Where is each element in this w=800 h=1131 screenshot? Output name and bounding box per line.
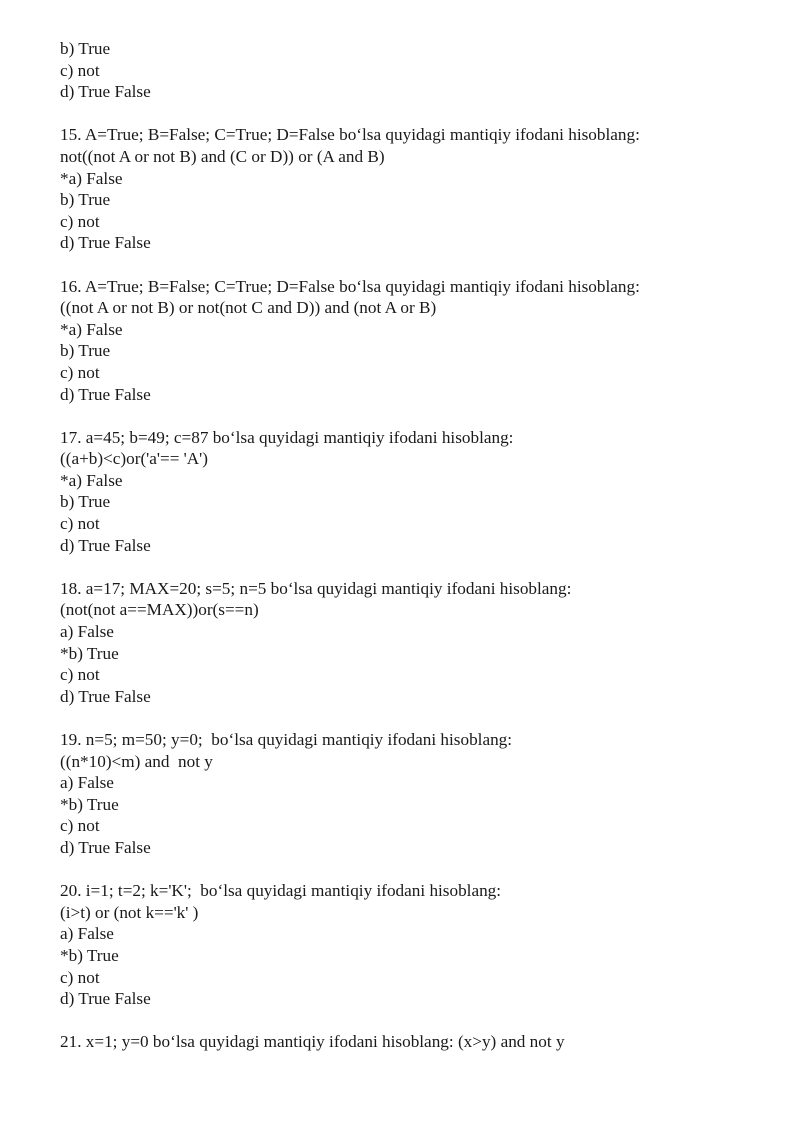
question-21 (60, 1031, 760, 1053)
question-14-continuation (60, 38, 760, 103)
question-16 (60, 276, 760, 406)
question-18 (60, 578, 760, 708)
question-17 (60, 427, 760, 557)
question-stem: 15. A=True; B=False; C=True; D=False bo‘lsa quyidagi mantiqiy ifodani hisoblang: (60, 125, 640, 145)
question-expression: ((a+b)<c)or('a'== 'A') (60, 449, 209, 469)
option-b: *b) True (60, 643, 119, 663)
option-a: *a) False (60, 470, 123, 490)
question-expression: ((not A or not B) or not(not C and D)) and (not A or B) (60, 298, 437, 318)
option-b: b) True (60, 341, 111, 361)
question-stem: 21. x=1; y=0 bo‘lsa quyidagi mantiqiy ifodani hisoblang: (x>y) and not y (60, 1032, 565, 1052)
option-d: d) True False (60, 384, 151, 404)
question-20 (60, 880, 760, 1010)
question-stem: 17. a=45; b=49; c=87 bo‘lsa quyidagi mantiqiy ifodani hisoblang: (60, 427, 514, 447)
option-b: *b) True (60, 945, 119, 965)
question-stem: 16. A=True; B=False; C=True; D=False bo‘lsa quyidagi mantiqiy ifodani hisoblang: (60, 276, 640, 296)
option-b: b) True (60, 190, 111, 210)
question-expression: (not(not a==MAX))or(s==n) (60, 600, 259, 620)
option-c: c) not (60, 816, 100, 836)
question-stem: 19. n=5; m=50; y=0; bo‘lsa quyidagi mantiqiy ifodani hisoblang: (60, 730, 513, 749)
document-page (60, 38, 760, 1053)
option-b: b) True (60, 492, 111, 512)
option-d: d) True False (60, 233, 151, 253)
option-c: c) not (60, 211, 100, 231)
question-expression: (i>t) or (not k=='k' ) (60, 902, 199, 922)
question-stem: 18. a=17; MAX=20; s=5; n=5 bo‘lsa quyidagi mantiqiy ifodani hisoblang: (60, 578, 572, 598)
option-c: c) not (60, 967, 100, 987)
question-15 (60, 124, 760, 254)
option-c: c) not (60, 665, 100, 685)
option-a: a) False (60, 924, 114, 944)
option-a: a) False (60, 622, 114, 642)
option-b: b) True (60, 39, 111, 58)
question-expression: not((not A or not B) and (C or D)) or (A and B) (60, 146, 385, 166)
option-a: *a) False (60, 319, 123, 339)
option-d: d) True False (60, 686, 151, 706)
option-c: c) not (60, 60, 100, 80)
question-19 (60, 729, 760, 859)
option-a: a) False (60, 773, 114, 793)
option-b: *b) True (60, 794, 119, 814)
question-expression: ((n*10)<m) and not y (60, 751, 213, 771)
option-d: d) True False (60, 989, 151, 1009)
option-a: *a) False (60, 168, 123, 188)
option-c: c) not (60, 514, 100, 534)
option-d: d) True False (60, 535, 151, 555)
question-stem: 20. i=1; t=2; k='K'; bo‘lsa quyidagi mantiqiy ifodani hisoblang: (60, 881, 502, 901)
option-c: c) not (60, 362, 100, 382)
option-d: d) True False (60, 837, 151, 857)
option-d: d) True False (60, 82, 151, 102)
